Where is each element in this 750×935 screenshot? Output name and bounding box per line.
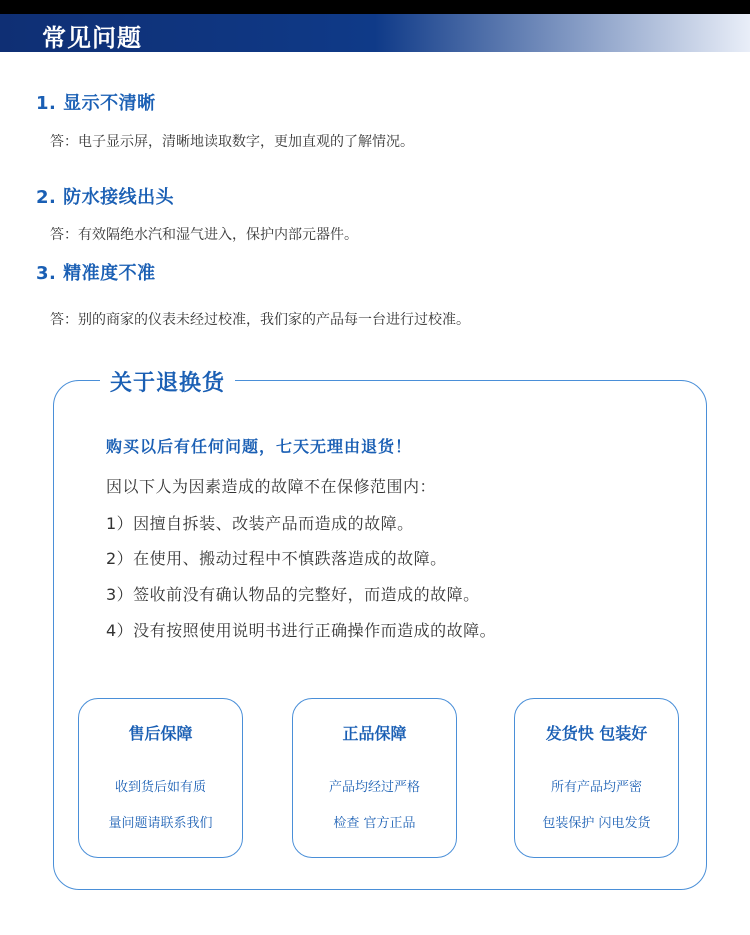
card-line: 检查 官方正品	[333, 816, 416, 831]
card-line: 收到货后如有质	[114, 780, 206, 795]
card-title: 正品保障	[342, 724, 407, 743]
card-line: 所有产品均严密	[550, 780, 642, 795]
header-bar	[0, 0, 750, 52]
returns-item-1: 1）因擅自拆装、改装产品而造成的故障。	[106, 514, 414, 533]
returns-headline: 购买以后有任何问题，七天无理由退货！	[106, 437, 413, 456]
faq-title-2: 2. 防水接线出头	[36, 187, 175, 208]
faq-title-3: 3. 精准度不准	[36, 263, 156, 284]
card-after-sales	[78, 698, 243, 858]
returns-item-2: 2）在使用、搬动过程中不慎跌落造成的故障。	[106, 549, 447, 568]
returns-item-3: 3）签收前没有确认物品的完整好，而造成的故障。	[106, 585, 480, 604]
faq-title-1: 1. 显示不清晰	[36, 93, 156, 114]
returns-item-4: 4）没有按照使用说明书进行正确操作而造成的故障。	[106, 621, 497, 640]
faq-answer-1: 答：电子显示屏，清晰地读取数字，更加直观的了解情况。	[50, 134, 414, 150]
header-top-strip	[0, 0, 750, 14]
returns-title: 关于退换货	[100, 366, 235, 397]
page-title: 常见问题	[42, 24, 142, 52]
faq-answer-3: 答：别的商家的仪表未经过校准，我们家的产品每一台进行过校准。	[50, 312, 470, 328]
card-shipping	[514, 698, 679, 858]
card-line: 量问题请联系我们	[108, 816, 213, 831]
card-line: 产品均经过严格	[328, 780, 420, 795]
returns-intro: 因以下人为因素造成的故障不在保修范围内：	[106, 477, 437, 496]
card-title: 售后保障	[128, 724, 193, 743]
card-line: 包装保护 闪电发货	[542, 816, 651, 831]
faq-answer-2: 答：有效隔绝水汽和湿气进入，保护内部元器件。	[50, 227, 358, 243]
card-genuine	[292, 698, 457, 858]
card-title: 发货快 包装好	[545, 724, 648, 743]
